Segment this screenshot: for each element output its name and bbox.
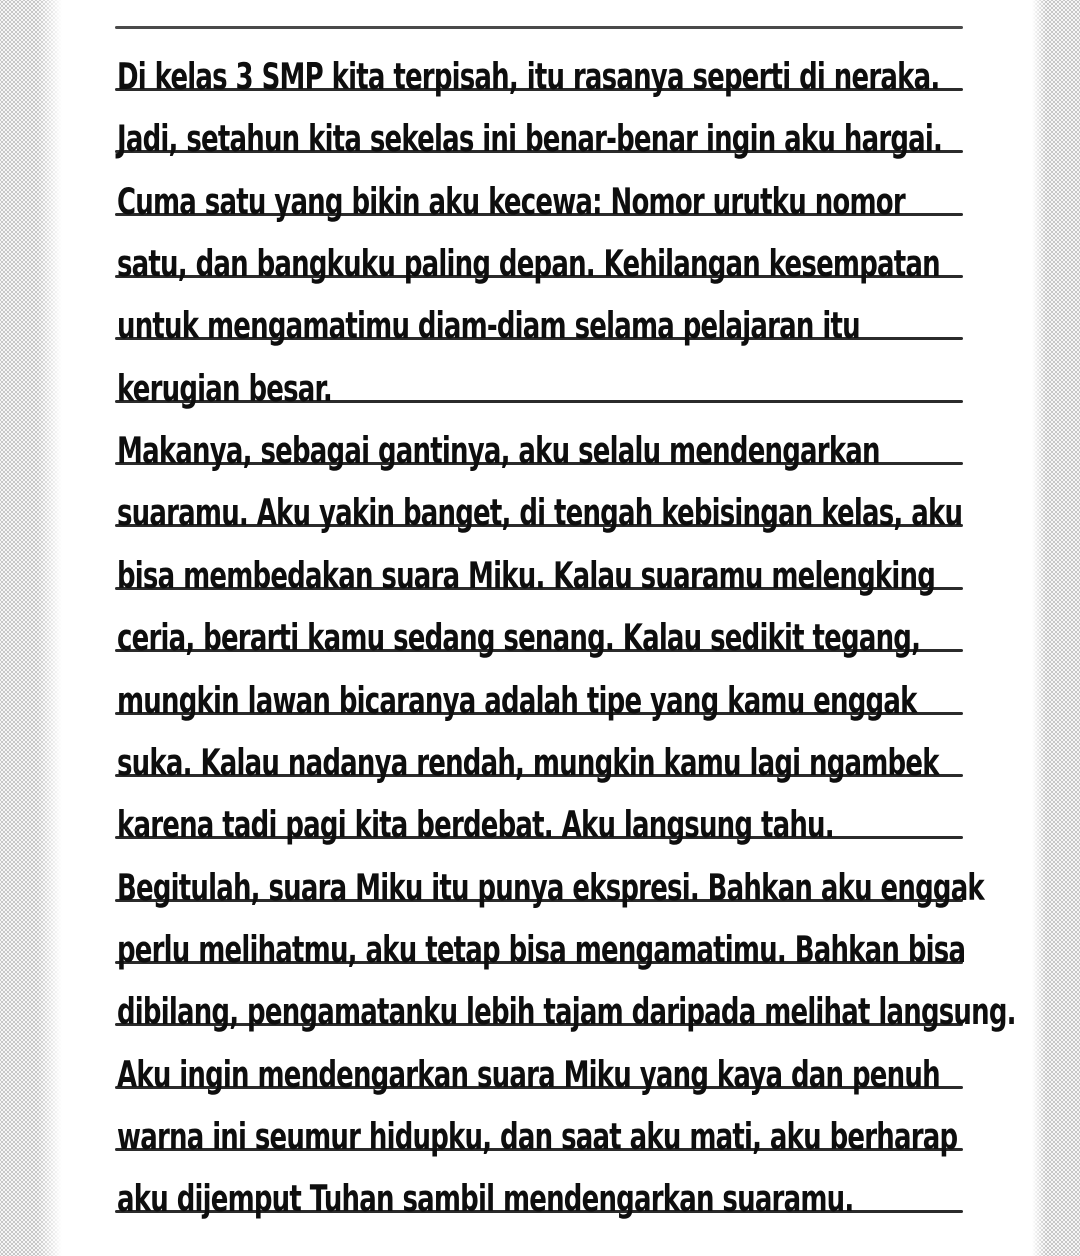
handwritten-line-text: suaramu. Aku yakin banget, di tengah kebisingan kelas, aku xyxy=(117,493,963,536)
handwritten-line xyxy=(115,1089,963,1159)
handwritten-line xyxy=(115,964,1016,1035)
handwritten-line xyxy=(115,1027,963,1097)
handwritten-line xyxy=(115,403,963,474)
handwritten-line-text: mungkin lawan bicaranya adalah tipe yang kamu enggak xyxy=(117,680,917,723)
handwritten-line xyxy=(115,715,963,785)
handwritten-line-text: satu, dan bangkuku paling depan. Kehilangan kesempatan xyxy=(117,244,940,287)
left-halftone-texture-band xyxy=(0,0,62,1256)
handwritten-line xyxy=(115,216,963,287)
handwritten-line-text: Aku ingin mendengarkan suara Miku yang kaya dan penuh xyxy=(117,1054,940,1097)
handwritten-line xyxy=(115,902,966,972)
handwritten-line-text: ceria, berarti kamu sedang senang. Kalau sedikit tegang, xyxy=(117,618,921,661)
handwritten-line xyxy=(115,590,963,661)
handwritten-line xyxy=(115,653,963,723)
handwritten-line xyxy=(115,528,963,598)
handwritten-line-text: Cuma satu yang bikin aku kecewa: Nomor urutku nomor xyxy=(117,181,905,224)
handwritten-line-text: warna ini seumur hidupku, dan saat aku mati, aku berharap xyxy=(117,1116,958,1159)
handwritten-line-text: aku dijemput Tuhan sambil mendengarkan suaramu. xyxy=(117,1179,854,1222)
handwritten-line xyxy=(115,777,963,848)
handwritten-line-text: karena tadi pagi kita berdebat. Aku langsung tahu. xyxy=(117,805,834,848)
right-halftone-texture-band xyxy=(1032,0,1080,1256)
handwritten-line-text: perlu melihatmu, aku tetap bisa mengamatimu. Bahkan bisa xyxy=(117,929,966,972)
handwritten-line-text: bisa membedakan suara Miku. Kalau suaramu melengking xyxy=(117,555,936,598)
handwritten-line-text: Jadi, setahun kita sekelas ini benar-benar ingin aku hargai. xyxy=(117,119,943,162)
handwritten-line-text: untuk mengamatimu diam-diam selama pelajaran itu xyxy=(117,306,860,349)
handwritten-line xyxy=(115,341,963,411)
handwritten-line xyxy=(115,154,963,224)
handwritten-line-text: Di kelas 3 SMP kita terpisah, itu rasanya seperti di neraka. xyxy=(117,57,940,99)
handwritten-line xyxy=(115,1151,963,1222)
handwritten-line-text: kerugian besar. xyxy=(117,368,332,411)
handwritten-line-text: Begitulah, suara Miku itu punya ekspresi. Bahkan aku enggak xyxy=(117,867,984,910)
handwritten-line-text: Makanya, sebagai gantinya, aku selalu mendengarkan xyxy=(117,431,880,474)
handwritten-line xyxy=(115,840,984,910)
handwritten-line xyxy=(115,29,963,99)
handwritten-line-text: dibilang, pengamatanku lebih tajam daripada melihat langsung. xyxy=(117,992,1016,1035)
handwritten-line xyxy=(115,278,963,349)
handwritten-line-text: suka. Kalau nadanya rendah, mungkin kamu lagi ngambek xyxy=(117,742,939,785)
handwritten-line xyxy=(115,465,963,536)
handwritten-line xyxy=(115,91,963,162)
